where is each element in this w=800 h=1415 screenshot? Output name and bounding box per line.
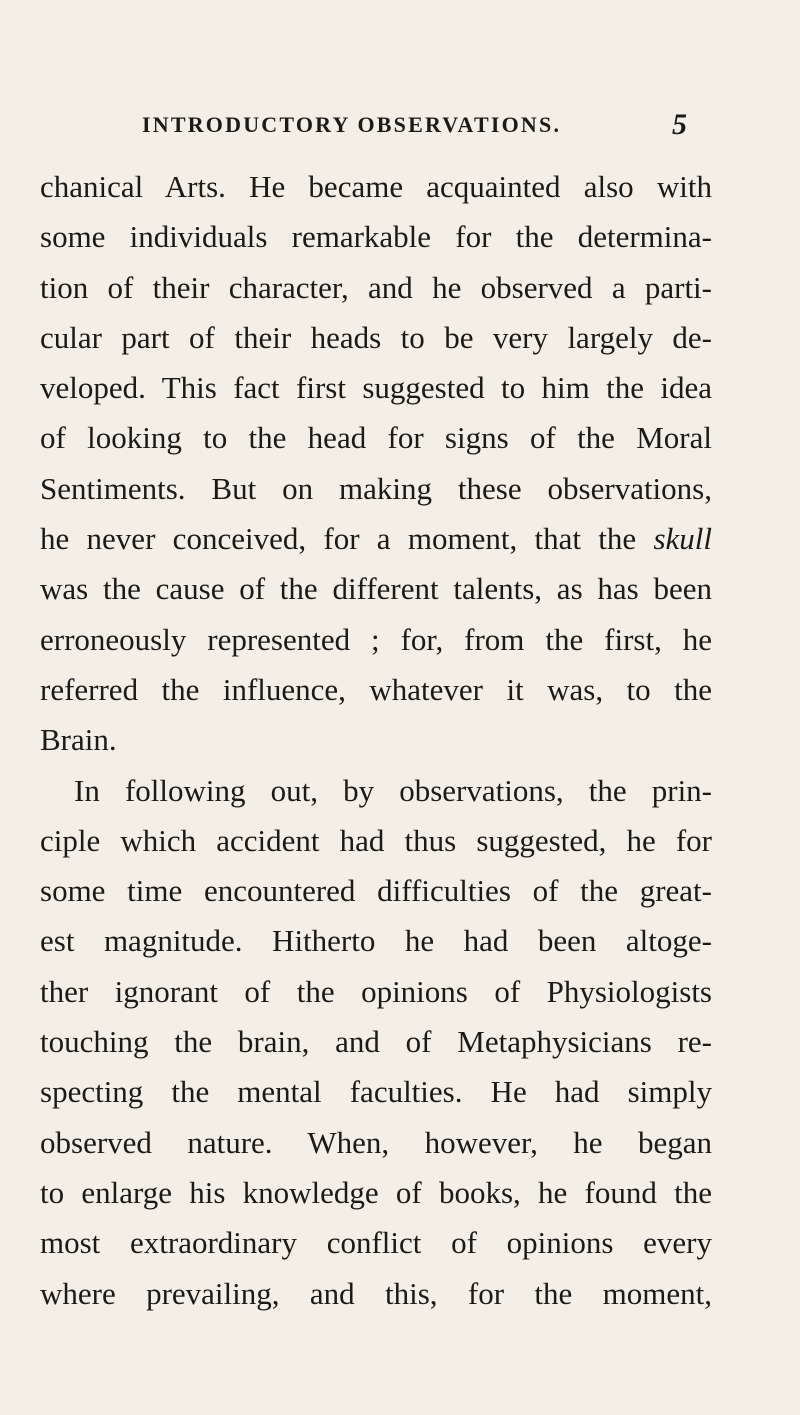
text-line: ciple which accident had thus suggested, he for <box>40 822 712 858</box>
text-line: ther ignorant of the opinions of Physiologists <box>40 973 712 1009</box>
text-line: most extraordinary conflict of opinions every <box>40 1225 712 1261</box>
text-line: to enlarge his knowledge of books, he found the <box>40 1174 712 1210</box>
text-line: erroneously represented ; for, from the first, he <box>40 621 712 657</box>
text-line: chanical Arts. He became acquainted also with <box>40 169 712 204</box>
text-line: specting the mental faculties. He had simply <box>40 1074 712 1110</box>
text-line: referred the influence, whatever it was, to the <box>40 671 712 707</box>
text-line: tion of their character, and he observed a parti- <box>40 269 712 305</box>
text-line: touching the brain, and of Metaphysicians re- <box>40 1024 712 1060</box>
running-head <box>142 108 687 142</box>
running-title: INTRODUCTORY OBSERVATIONS. <box>142 112 562 137</box>
text-line <box>40 514 712 564</box>
text-line-segment: he never conceived, for a moment, that the <box>40 521 637 557</box>
paragraph-start-line: In following out, by observations, the prin- <box>74 772 712 808</box>
page-number: 5 <box>672 108 687 141</box>
text-line: some individuals remarkable for the determina- <box>40 219 712 255</box>
text-line: est magnitude. Hitherto he had been altoge- <box>40 923 712 959</box>
text-line: of looking to the head for signs of the Moral <box>40 420 712 456</box>
text-line: was the cause of the different talents, as has been <box>40 571 712 607</box>
italic-word-skull: skull <box>653 521 712 557</box>
text-line: observed nature. When, however, he began <box>40 1124 712 1160</box>
text-line: cular part of their heads to be very largely de- <box>40 319 712 355</box>
text-line: where prevailing, and this, for the moment, <box>40 1275 712 1311</box>
text-line: veloped. This fact first suggested to him the idea <box>40 370 712 406</box>
body-text <box>40 162 712 1319</box>
paragraph-end-line: Brain. <box>40 722 117 758</box>
text-line: some time encountered difficulties of the great- <box>40 873 712 909</box>
text-line: Sentiments. But on making these observations, <box>40 470 712 506</box>
